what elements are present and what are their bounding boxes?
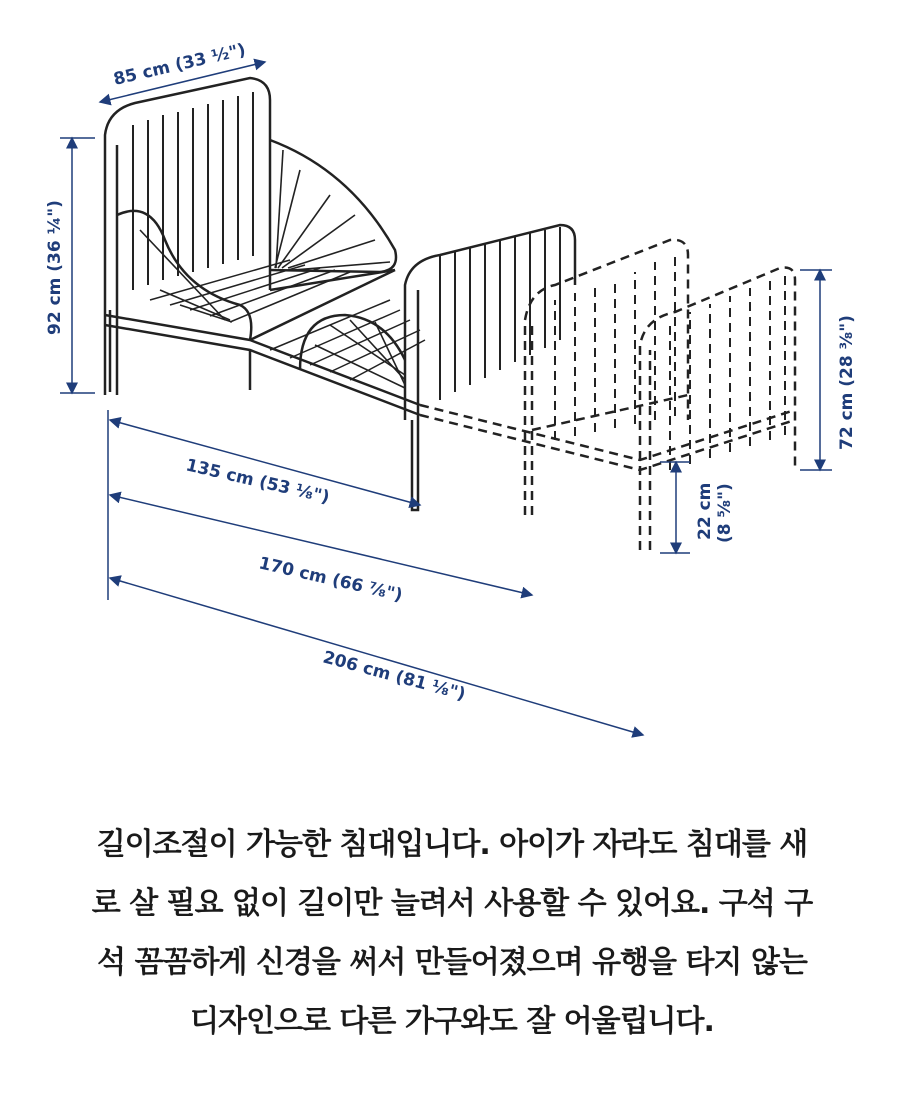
caption-line: 석 꼼꼼하게 신경을 써서 만들어졌으며 유행을 타지 않는 bbox=[97, 945, 807, 980]
side-height-label: 72 cm (28 ⅜") bbox=[837, 315, 857, 450]
leg-height-in-label: (8 ⅝") bbox=[715, 483, 735, 543]
caption-line: 디자인으로 다른 가구와도 잘 어울립니다. bbox=[190, 1004, 714, 1039]
length-long-label: 206 cm (81 ⅛") bbox=[320, 647, 468, 705]
dimension-lines bbox=[60, 62, 832, 735]
description-caption bbox=[20, 815, 884, 1051]
length-short-label: 135 cm (53 ⅛") bbox=[183, 455, 332, 508]
caption-line: 길이조절이 가능한 침대입니다. 아이가 자라도 침대를 새 bbox=[96, 827, 808, 862]
bed-frame-drawing bbox=[105, 78, 575, 510]
caption-line: 로 살 필요 없이 길이만 늘려서 사용할 수 있어요. 구석 구 bbox=[91, 886, 813, 921]
extension-dashed-drawing bbox=[420, 240, 795, 550]
leg-height-cm-label: 22 cm bbox=[695, 482, 715, 540]
width-label: 85 cm (33 ½") bbox=[111, 40, 248, 90]
length-mid-label: 170 cm (66 ⅞") bbox=[256, 553, 405, 606]
height-label: 92 cm (36 ¼") bbox=[45, 200, 65, 335]
